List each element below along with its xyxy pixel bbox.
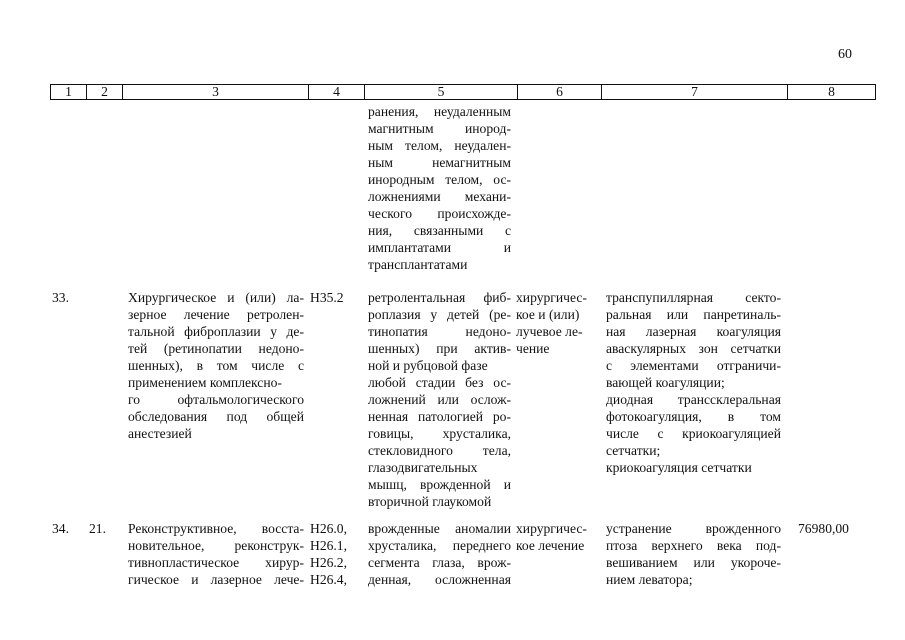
text-line: имплантатами и (368, 240, 511, 255)
text-line: числе с криокоагуляцией (606, 426, 781, 441)
text-line: роплазия у детей (ре- (368, 307, 511, 322)
text-line: вешиванием или укороче- (606, 555, 781, 570)
row-33-col5 (368, 289, 511, 510)
text-line: Хирургическое и (или) ла- (128, 290, 304, 305)
text-line: мышц, врожденной и (368, 477, 511, 492)
row-34-group: 21. (89, 521, 106, 536)
text-line: ной и рубцовой фазе (368, 358, 488, 373)
text-line: хирургичес- (516, 290, 587, 305)
text-line: ным телом, неудален- (368, 138, 511, 153)
text-line: новительное, реконструк- (128, 538, 304, 553)
text-line: анестезией (128, 426, 192, 441)
text-line: инородным телом, ос- (368, 172, 511, 187)
header-col-3: 3 (123, 85, 309, 99)
header-col-5: 5 (365, 85, 518, 99)
row-34-col7 (606, 520, 781, 588)
text-line: вторичной глаукомой (368, 494, 492, 509)
text-line: ложнений или ослож- (368, 392, 511, 407)
text-line: шенных), в том числе с (128, 358, 304, 373)
text-line: ретролентальная фиб- (368, 290, 511, 305)
text-line: Реконструктивное, восста- (128, 521, 304, 536)
header-col-6: 6 (518, 85, 602, 99)
continuation-col5 (368, 103, 511, 273)
text-line: зерное лечение ретролен- (128, 307, 304, 322)
header-col-8: 8 (828, 84, 835, 99)
text-line: диодная транссклеральная (606, 392, 781, 407)
text-line: H35.2 (310, 290, 344, 305)
text-line: шенных) при актив- (368, 341, 511, 356)
text-line: любой стадии без ос- (368, 375, 511, 390)
text-line: H26.0, (310, 521, 348, 536)
text-line: фотокоагуляция, в том (606, 409, 781, 424)
text-line: говицы, хрусталика, (368, 426, 511, 441)
text-line: чение (516, 341, 550, 356)
text-line: трансплантатами (368, 257, 468, 272)
text-line: магнитным инород- (368, 121, 511, 136)
text-line: ческого происхожде- (368, 206, 511, 221)
text-line: лучевое ле- (516, 324, 583, 339)
text-line: глазодвигательных (368, 460, 478, 475)
text-line: вающей коагуляции; (606, 375, 725, 390)
text-line: хрусталика, переднего (368, 538, 511, 553)
text-line: сегмента глаза, врож- (368, 555, 511, 570)
row-33-num: 33. (52, 290, 69, 305)
row-33-col3 (128, 289, 304, 442)
text-line: аваскулярных зон сетчатки (606, 341, 781, 356)
row-34-price: 76980,00 (798, 521, 849, 536)
text-line: хирургичес- (516, 521, 587, 536)
text-line: ная лазерная коагуляция (606, 324, 781, 339)
row-33-col7 (606, 289, 781, 476)
header-col-1: 1 (51, 85, 87, 99)
text-line: обследования под общей (128, 409, 304, 424)
row-34-col3 (128, 520, 304, 588)
text-line: го офтальмологического (128, 392, 304, 407)
header-col-7: 7 (602, 85, 788, 99)
text-line: кое и (или) (516, 307, 580, 322)
text-line: H26.1, (310, 538, 348, 553)
text-line: тей (ретинопатии недоно- (128, 341, 304, 356)
text-line: ложнениями механи- (368, 189, 511, 204)
text-line: ным немагнитным (368, 155, 511, 170)
row-34-col5 (368, 520, 511, 588)
text-line: врожденные аномалии (368, 521, 511, 536)
page-number: 60 (838, 47, 852, 62)
text-line: с элементами отграничи- (606, 358, 781, 373)
text-line: транспупиллярная секто- (606, 290, 781, 305)
text-line: денная, осложненная (368, 572, 511, 587)
row-33-col6 (516, 289, 596, 357)
text-line: кое лечение (516, 538, 585, 553)
text-line: ненная патологией ро- (368, 409, 511, 424)
text-line: тальной фиброплазии у де- (128, 324, 304, 339)
text-line: стекловидного тела, (368, 443, 511, 458)
text-line: ния, связанными с (368, 223, 511, 238)
text-line: нием леватора; (606, 572, 693, 587)
text-line: тинопатия недоно- (368, 324, 511, 339)
text-line: H26.2, (310, 555, 348, 570)
text-line: криокоагуляция сетчатки (606, 460, 752, 475)
row-34-col6 (516, 520, 596, 554)
text-line: тивнопластическое хирур- (128, 555, 304, 570)
row-34-num: 34. (52, 521, 69, 536)
table-header (50, 84, 876, 100)
text-line: птоза верхнего века под- (606, 538, 781, 553)
row-34-col4 (310, 520, 347, 588)
text-line: устранение врожденного (606, 521, 781, 536)
text-line: гическое и лазерное лече- (128, 572, 304, 587)
text-line: H26.4, (310, 572, 348, 587)
header-col-4: 4 (309, 85, 365, 99)
text-line: ральная или панретиналь- (606, 307, 781, 322)
text-line: ранения, неудаленным (368, 104, 511, 119)
row-33-col4 (310, 289, 344, 306)
text-line: сетчатки; (606, 443, 661, 458)
header-col-2: 2 (87, 85, 123, 99)
text-line: применением комплексно- (128, 375, 282, 390)
